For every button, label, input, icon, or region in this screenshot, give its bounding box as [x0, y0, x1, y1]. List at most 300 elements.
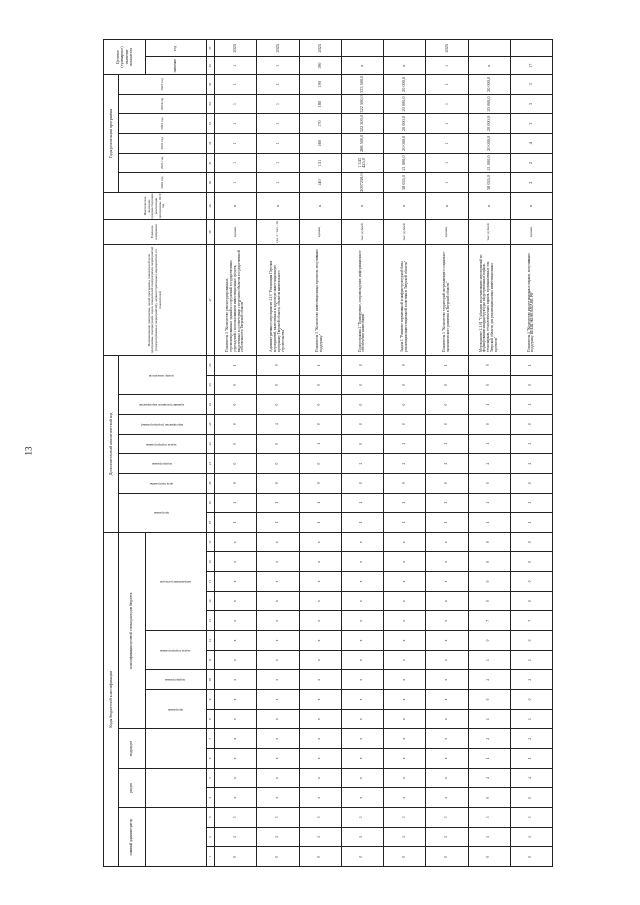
code-cell: х: [384, 768, 426, 788]
code-cell: 0: [299, 375, 341, 395]
year-value: 322 500,0: [341, 114, 383, 134]
code-cell: 0: [510, 847, 552, 867]
code-cell: х: [426, 591, 468, 611]
year-value: 20 000,0: [384, 114, 426, 134]
code-cell: 0: [510, 788, 552, 808]
year-value: 38 055,0: [468, 173, 510, 193]
code-cell: 0: [468, 572, 510, 592]
code-cell: х: [341, 552, 383, 572]
analytic-goal-header: цель программы: [119, 473, 207, 493]
row-unit: единиц: [510, 219, 552, 244]
code-cell: 1: [510, 395, 552, 415]
year-value: 1: [426, 75, 468, 95]
code-cell: 0: [215, 454, 257, 474]
code-cell: 2: [468, 729, 510, 749]
year-value: 1: [215, 114, 257, 134]
target-column-header: Целевое (суммарное) значение показателя: [104, 40, 146, 75]
section-header: раздел: [119, 768, 146, 807]
table-row: [468, 40, 510, 867]
code-cell: 0: [257, 355, 299, 375]
code-cell: х: [299, 729, 341, 749]
code-cell: х: [426, 788, 468, 808]
code-cell: 1: [257, 493, 299, 513]
code-cell: х: [299, 552, 341, 572]
code-cell: х: [299, 768, 341, 788]
page-number: 13: [23, 446, 34, 456]
year-value: 140: [299, 173, 341, 193]
code-cell: х: [426, 631, 468, 651]
code-cell: 1: [468, 513, 510, 533]
code-cell: 1: [341, 493, 383, 513]
code-cell: х: [341, 650, 383, 670]
code-cell: 2: [510, 729, 552, 749]
code-cell: х: [215, 749, 257, 769]
code-cell: 0: [384, 473, 426, 493]
column-number-row: [207, 40, 215, 867]
column-number: 8: [207, 709, 215, 729]
code-cell: 1: [468, 749, 510, 769]
year-value: 1: [257, 153, 299, 173]
target-value: 17: [510, 57, 552, 75]
subsection-subheader: [146, 729, 207, 768]
code-cell: 1: [257, 827, 299, 847]
year-value: 3: [510, 94, 552, 114]
code-cell: 0: [426, 414, 468, 434]
year-value: 1 343 425,0: [341, 153, 383, 173]
year-value: 1: [257, 173, 299, 193]
year-value: 1: [257, 114, 299, 134]
code-cell: 1: [341, 513, 383, 533]
code-cell: 0: [426, 473, 468, 493]
year-value: 1: [215, 173, 257, 193]
code-cell: 0: [468, 552, 510, 572]
code-cell: 0: [341, 355, 383, 375]
code-cell: х: [426, 650, 468, 670]
analytic-code-header: Дополнительный аналитический код: [104, 355, 119, 532]
code-cell: 1: [468, 650, 510, 670]
year-value: 21 000,0: [384, 153, 426, 173]
code-cell: х: [215, 591, 257, 611]
code-cell: 0: [341, 395, 383, 415]
code-cell: 0: [257, 375, 299, 395]
code-cell: 0: [510, 375, 552, 395]
code-cell: х: [257, 650, 299, 670]
code-cell: 0: [257, 847, 299, 867]
code-cell: 0: [215, 473, 257, 493]
code-cell: х: [341, 631, 383, 651]
code-cell: х: [384, 631, 426, 651]
table-row: [299, 40, 341, 867]
column-number: 37: [207, 40, 215, 58]
code-cell: х: [299, 749, 341, 769]
code-cell: 1: [384, 434, 426, 454]
target-year: 2025: [257, 40, 299, 58]
row-unit: единиц: [299, 219, 341, 244]
code-cell: 1: [426, 434, 468, 454]
target-value: 1: [426, 57, 468, 75]
target-year: [468, 40, 510, 58]
code-cell: х: [299, 788, 341, 808]
year-value: 1: [426, 114, 468, 134]
analytic-indicator-header: номер показателя: [119, 355, 207, 394]
row-fact: х: [257, 192, 299, 219]
row-fact: х: [468, 192, 510, 219]
code-cell: х: [384, 788, 426, 808]
analytic-event-header: мероприятие (подпрограммы): [119, 414, 207, 434]
row-fact: х: [510, 192, 552, 219]
column-number: 21: [207, 454, 215, 474]
column-number: 26: [207, 355, 215, 375]
code-cell: х: [215, 690, 257, 710]
code-cell: х: [215, 532, 257, 552]
code-cell: 0: [510, 414, 552, 434]
column-number: 9: [207, 690, 215, 710]
column-number: 18: [207, 513, 215, 533]
column-number: 30: [207, 173, 215, 193]
code-cell: 1: [510, 493, 552, 513]
column-number: 13: [207, 611, 215, 631]
code-cell: х: [215, 788, 257, 808]
code-cell: 1: [341, 827, 383, 847]
column-number: 33: [207, 114, 215, 134]
code-cell: х: [341, 709, 383, 729]
analytic-admin-event-header: административное мероприятие: [119, 395, 207, 415]
table-row: [510, 40, 552, 867]
year-value: 1: [215, 94, 257, 114]
code-cell: 1: [257, 513, 299, 533]
code-cell: х: [215, 611, 257, 631]
year-value: 333 500,0: [341, 75, 383, 95]
column-number: 12: [207, 631, 215, 651]
year-value: 1: [257, 75, 299, 95]
code-cell: 0: [299, 454, 341, 474]
year-value: 170: [299, 114, 341, 134]
year-value: 20 000,0: [468, 94, 510, 114]
code-cell: х: [215, 631, 257, 651]
code-cell: 0: [426, 847, 468, 867]
target-year: 2025: [426, 40, 468, 58]
code-cell: х: [215, 572, 257, 592]
code-cell: 0: [510, 532, 552, 552]
code-cell: х: [341, 611, 383, 631]
row-name: Показатель 1 "Количество реконструированных, отремонтированных зданий и сооружений государственных учреждений с использованием инвестиционных средств, выделенных в соответствии с перечнем объектов государственной собственности Тверской области": [215, 244, 257, 355]
row-name: Мероприятие 2.1.01 "Субсидии на реализацию мероприятий по формированию инфраструктуры индустриальных парков, технопарков, технологических парков, промышленных зон Тверской области для реализации новых инвестиционных проектов": [468, 244, 510, 355]
code-cell: х: [384, 729, 426, 749]
code-cell: х: [341, 729, 383, 749]
year-value: 2: [510, 153, 552, 173]
year-2025-header: 2025 год: [119, 75, 207, 95]
analytic-task-header: задача подпрограммы: [119, 434, 207, 454]
code-cell: 1: [468, 709, 510, 729]
year-value: 20 000,0: [384, 75, 426, 95]
year-value: 20 000,0: [384, 94, 426, 114]
year-value: 1: [215, 153, 257, 173]
code-cell: х: [384, 552, 426, 572]
code-cell: 1: [426, 355, 468, 375]
column-number: 34: [207, 94, 215, 114]
column-number: 2: [207, 827, 215, 847]
column-number: 31: [207, 153, 215, 173]
year-value: 20 000,0: [468, 75, 510, 95]
code-cell: 2: [426, 454, 468, 474]
code-cell: х: [341, 572, 383, 592]
rotated-table-container: [103, 39, 553, 867]
code-cell: 1: [426, 827, 468, 847]
code-cell: х: [384, 572, 426, 592]
code-cell: 0: [468, 473, 510, 493]
target-value: 1: [257, 57, 299, 75]
code-cell: 1: [384, 493, 426, 513]
code-cell: 0: [341, 473, 383, 493]
code-cell: х: [426, 768, 468, 788]
code-cell: 2: [384, 454, 426, 474]
code-cell: х: [341, 768, 383, 788]
row-name: Показатель 1 "Количество индустриальных парков, получивших поддержку ВНЕШЭКОНОМБАНК РФ": [510, 244, 552, 355]
year-value: 322 500,0: [341, 94, 383, 114]
code-cell: х: [341, 532, 383, 552]
code-cell: 0: [257, 434, 299, 454]
year-value: 21 000,0: [468, 153, 510, 173]
column-number: 35: [207, 75, 215, 95]
code-cell: х: [257, 572, 299, 592]
code-cell: 1: [468, 827, 510, 847]
code-cell: х: [384, 591, 426, 611]
code-cell: 0: [215, 375, 257, 395]
code-cell: х: [257, 749, 299, 769]
column-number: 28: [207, 219, 215, 244]
column-number: 17: [207, 532, 215, 552]
unit-column-header: Единица измерения: [104, 219, 207, 244]
table-row: [257, 40, 299, 867]
column-number: 19: [207, 493, 215, 513]
year-value: 2097258,0: [341, 173, 383, 193]
column-number: 5: [207, 768, 215, 788]
table-row: [341, 40, 383, 867]
code-cell: 2: [468, 454, 510, 474]
code-cell: 0: [468, 375, 510, 395]
year-value: 151: [299, 153, 341, 173]
code-cell: х: [299, 631, 341, 651]
code-cell: 0: [426, 395, 468, 415]
column-number: 14: [207, 591, 215, 611]
code-cell: х: [299, 611, 341, 631]
year-value: 180: [299, 94, 341, 114]
admin-subheader: [146, 808, 207, 867]
code-cell: х: [426, 729, 468, 749]
program-table: [103, 39, 553, 867]
year-value: 4: [510, 133, 552, 153]
year-value: 268 500,0: [341, 133, 383, 153]
column-number: 11: [207, 650, 215, 670]
budget-classification-header: Коды бюджетной классификации: [104, 532, 119, 866]
code-cell: х: [215, 709, 257, 729]
row-name: Показатель 1 "Количество инвестиционных проектов, получивших поддержку": [299, 244, 341, 355]
code-cell: 1: [468, 493, 510, 513]
code-cell: х: [257, 670, 299, 690]
column-number: 16: [207, 552, 215, 572]
code-cell: х: [341, 690, 383, 710]
code-cell: 0: [468, 631, 510, 651]
code-cell: х: [384, 670, 426, 690]
code-cell: х: [384, 611, 426, 631]
target-year: [510, 40, 552, 58]
code-cell: 0: [299, 414, 341, 434]
row-fact: х: [426, 192, 468, 219]
code-cell: х: [426, 749, 468, 769]
row-name: Показатель 1 "Количество территорий опережающего социально-экономического развития в Тверской области": [426, 244, 468, 355]
code-cell: 1: [215, 355, 257, 375]
analytic-program-header: программа: [119, 493, 207, 532]
code-cell: 1: [215, 493, 257, 513]
target-value-header: значение: [146, 57, 207, 75]
column-number: 24: [207, 395, 215, 415]
code-cell: х: [215, 650, 257, 670]
row-name: Подпрограмма 2 "Привлечение, сопровождение, информационное обеспечение инвестиций": [341, 244, 383, 355]
target-value: х: [384, 57, 426, 75]
code-cell: 0: [384, 395, 426, 415]
code-cell: 0: [215, 414, 257, 434]
code-cell: 0: [510, 591, 552, 611]
target-year: 2025: [299, 40, 341, 58]
row-fact: х: [341, 192, 383, 219]
code-cell: х: [384, 690, 426, 710]
code-cell: 4: [257, 414, 299, 434]
code-cell: 0: [468, 591, 510, 611]
column-number: 6: [207, 749, 215, 769]
code-cell: х: [257, 532, 299, 552]
code-cell: 0: [257, 454, 299, 474]
year-2021-header: 2021 год: [119, 153, 207, 173]
target-year: [341, 40, 383, 58]
code-cell: 7: [468, 611, 510, 631]
target-value: 190: [299, 57, 341, 75]
column-number: 20: [207, 473, 215, 493]
year-2022-header: 2022 год: [119, 133, 207, 153]
table-row: [215, 40, 257, 867]
code-cell: 1: [215, 827, 257, 847]
column-number: 4: [207, 788, 215, 808]
code-cell: х: [341, 591, 383, 611]
year-value: 3: [510, 114, 552, 134]
year-value: 1: [215, 75, 257, 95]
table-row: [384, 40, 426, 867]
code-cell: 0: [468, 788, 510, 808]
code-cell: 0: [341, 434, 383, 454]
year-value: 160: [299, 133, 341, 153]
code-cell: х: [257, 729, 299, 749]
code-cell: х: [384, 749, 426, 769]
code-cell: х: [257, 591, 299, 611]
code-cell: 1: [215, 513, 257, 533]
code-cell: 1: [299, 513, 341, 533]
code-cell: х: [426, 572, 468, 592]
code-cell: 0: [468, 414, 510, 434]
code-cell: 1: [384, 827, 426, 847]
year-value: 190: [299, 75, 341, 95]
code-cell: х: [299, 690, 341, 710]
code-cell: 0: [510, 552, 552, 572]
code-cell: 1: [468, 395, 510, 415]
code-cell: х: [299, 532, 341, 552]
code-cell: х: [257, 788, 299, 808]
year-value: 1: [215, 133, 257, 153]
row-fact: х: [299, 192, 341, 219]
code-cell: 2: [468, 670, 510, 690]
column-number: 22: [207, 434, 215, 454]
row-unit: единиц: [426, 219, 468, 244]
code-cell: х: [215, 552, 257, 572]
year-2023-header: 2023 год: [119, 114, 207, 134]
code-cell: 1: [384, 513, 426, 533]
code-cell: 3: [468, 808, 510, 828]
code-cell: х: [341, 670, 383, 690]
row-unit: тыс. рублей: [384, 219, 426, 244]
code-cell: 3: [257, 808, 299, 828]
code-cell: 0: [384, 375, 426, 395]
code-cell: х: [426, 670, 468, 690]
target-value: х: [468, 57, 510, 75]
code-cell: 7: [510, 611, 552, 631]
years-group-header: Годы реализации программы: [104, 75, 119, 193]
code-cell: 1: [299, 355, 341, 375]
code-cell: 3: [510, 808, 552, 828]
code-cell: х: [257, 552, 299, 572]
code-cell: х: [215, 670, 257, 690]
year-value: 1: [426, 94, 468, 114]
column-number: 27: [207, 244, 215, 355]
row-unit: единиц: [215, 219, 257, 244]
code-cell: 0: [384, 847, 426, 867]
year-value: 1: [426, 153, 468, 173]
year-value: 2: [510, 173, 552, 193]
code-cell: 0: [215, 395, 257, 415]
code-cell: 3: [299, 808, 341, 828]
analytic-subprogram-header: подпрограмма: [119, 454, 207, 474]
code-cell: 0: [215, 434, 257, 454]
code-cell: х: [257, 631, 299, 651]
column-number: 25: [207, 375, 215, 395]
column-number: 7: [207, 729, 215, 749]
code-cell: 0: [341, 847, 383, 867]
year-2020-header: 2020 год: [119, 173, 207, 193]
year-2024-header: 2024 год: [119, 94, 207, 114]
code-cell: х: [299, 591, 341, 611]
column-number: 23: [207, 414, 215, 434]
year-value: 38 055,0: [384, 173, 426, 193]
code-cell: 0: [468, 532, 510, 552]
code-cell: 0: [426, 375, 468, 395]
code-cell: 2: [341, 454, 383, 474]
code-cell: х: [341, 788, 383, 808]
code-cell: 1: [510, 650, 552, 670]
year-value: 20 000,0: [468, 133, 510, 153]
code-cell: 3: [426, 808, 468, 828]
column-number: 10: [207, 670, 215, 690]
code-cell: х: [257, 709, 299, 729]
year-value: 1: [426, 133, 468, 153]
code-cell: 3: [341, 808, 383, 828]
code-cell: 1: [510, 749, 552, 769]
code-cell: 3: [215, 808, 257, 828]
budget-direction-header: направление расходов: [146, 532, 207, 630]
code-cell: 1: [299, 827, 341, 847]
code-cell: 0: [215, 847, 257, 867]
code-cell: х: [215, 729, 257, 749]
code-cell: х: [299, 709, 341, 729]
code-cell: 0: [341, 375, 383, 395]
code-cell: х: [426, 709, 468, 729]
year-value: 1: [257, 133, 299, 153]
